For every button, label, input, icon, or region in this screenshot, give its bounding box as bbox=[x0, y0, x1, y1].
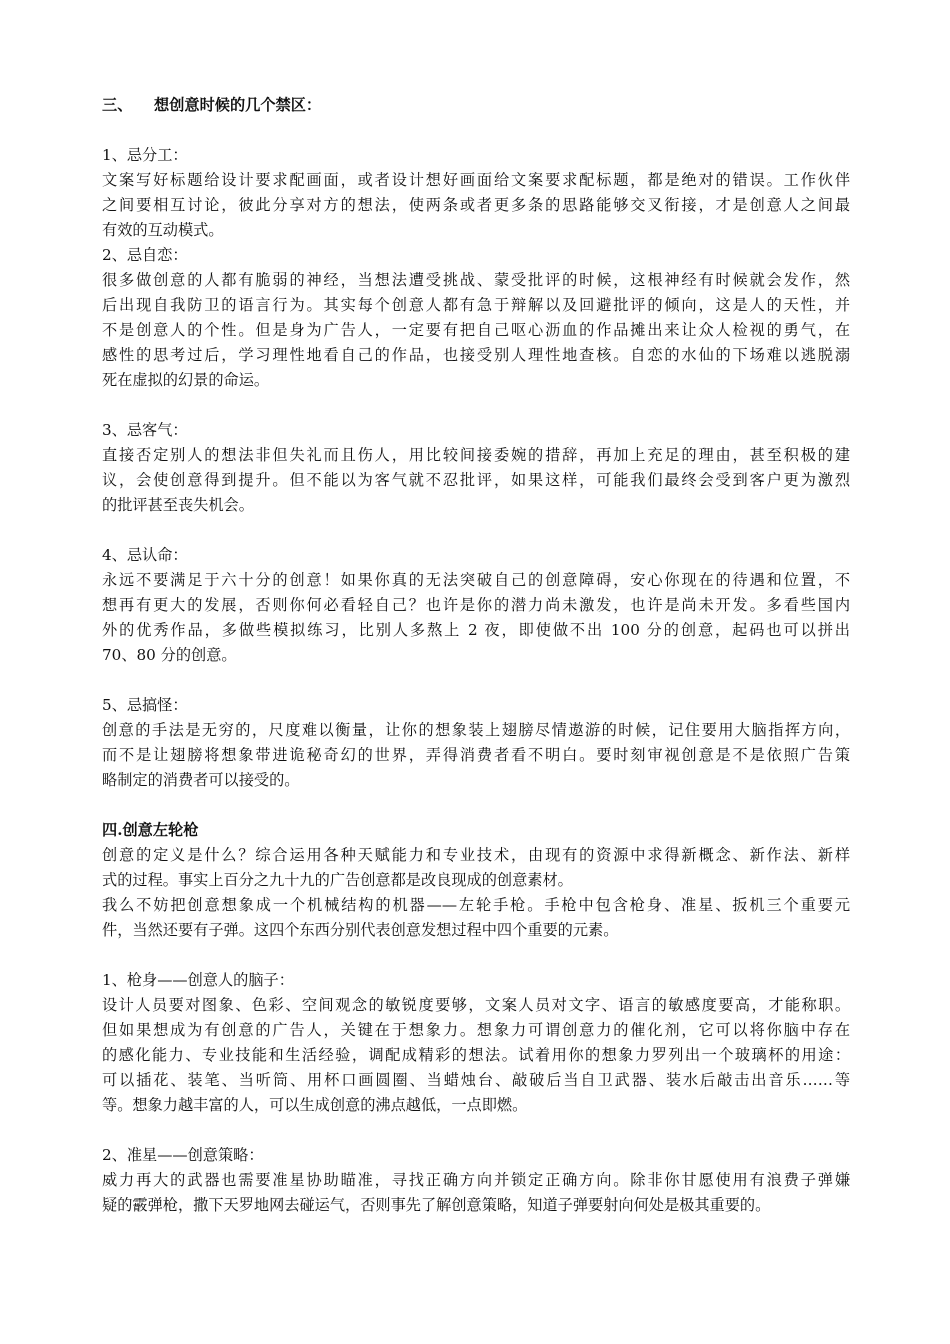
paragraph-line: 感性的思考过后，学习理性地看自己的作品，也接受别人理性地查核。自恋的水仙的下场难以逃脱溺 bbox=[102, 346, 850, 364]
paragraph-line: 等。想象力越丰富的人，可以生成创意的沸点越低，一点即燃。 bbox=[102, 1096, 528, 1114]
rule-2-heading: 2、忌自恋： bbox=[102, 246, 188, 264]
paragraph-line: 永远不要满足于六十分的创意！如果你真的无法突破自己的创意障碍，安心你现在的待遇和位置，不 bbox=[102, 571, 850, 589]
section4-heading: 四.创意左轮枪 bbox=[102, 821, 199, 839]
paragraph-line: 不是创意人的个性。但是身为广告人，一定要有把自己呕心沥血的作品摊出来让众人检视的勇气，在 bbox=[102, 321, 850, 339]
paragraph-line: 我么不妨把创意想象成一个机械结构的机器——左轮手枪。手枪中包含枪身、准星、扳机三个重要元 bbox=[102, 896, 850, 914]
paragraph-line: 威力再大的武器也需要准星协助瞄准，寻找正确方向并锁定正确方向。除非你甘愿使用有浪费子弹嫌 bbox=[102, 1171, 850, 1189]
section3-title: 想创意时候的几个禁区： bbox=[154, 96, 322, 114]
section3-number: 三、 bbox=[102, 96, 133, 114]
paragraph-line: 而不是让翅膀将想象带进诡秘奇幻的世界，弄得消费者看不明白。要时刻审视创意是不是依照广告策 bbox=[102, 746, 850, 764]
element-1-heading: 1、枪身——创意人的脑子： bbox=[102, 971, 294, 989]
paragraph-line: 想再有更大的发展，否则你何必看轻自己？也许是你的潜力尚未激发，也许是尚未开发。多看些国内 bbox=[102, 596, 850, 614]
paragraph-line: 70、80 分的创意。 bbox=[102, 646, 237, 664]
paragraph-line: 式的过程。事实上百分之九十九的广告创意都是改良现成的创意素材。 bbox=[102, 871, 573, 889]
paragraph-line: 但如果想成为有创意的广告人，关键在于想象力。想象力可谓创意力的催化剂，它可以将你脑中存在 bbox=[102, 1021, 850, 1039]
rule-1-heading: 1、忌分工： bbox=[102, 146, 188, 164]
document-body bbox=[102, 93, 850, 1218]
paragraph-line: 直接否定别人的想法非但失礼而且伤人，用比较间接委婉的措辞，再加上充足的理由，甚至积极的建 bbox=[102, 446, 850, 464]
paragraph-line: 可以插花、装笔、当听筒、用杯口画圆圈、当蜡烛台、敲破后当自卫武器、装水后敲击出音乐……等 bbox=[102, 1071, 850, 1089]
paragraph-line: 略制定的消费者可以接受的。 bbox=[102, 771, 300, 789]
paragraph-line: 外的优秀作品，多做些模拟练习，比别人多熬上 2 夜，即使做不出 100 分的创意，起码也可以拼出 bbox=[102, 621, 850, 639]
paragraph-line: 议，会使创意得到提升。但不能以为客气就不忍批评，如果这样，可能我们最终会受到客户更为激烈 bbox=[102, 471, 850, 489]
paragraph-line: 的感化能力、专业技能和生活经验，调配成精彩的想法。试着用你的想象力罗列出一个玻璃杯的用途： bbox=[102, 1046, 850, 1064]
rule-3-heading: 3、忌客气： bbox=[102, 421, 188, 439]
paragraph-line: 之间要相互讨论，彼此分享对方的想法，使两条或者更多条的思路能够交叉衔接，才是创意人之间最 bbox=[102, 196, 850, 214]
paragraph-line: 后出现自我防卫的语言行为。其实每个创意人都有急于辩解以及回避批评的倾向，这是人的天性，并 bbox=[102, 296, 850, 314]
section3-heading bbox=[102, 93, 850, 118]
paragraph-line: 设计人员要对图象、色彩、空间观念的敏锐度要够，文案人员对文字、语言的敏感度要高，才能称职。 bbox=[102, 996, 850, 1014]
paragraph-line: 件，当然还要有子弹。这四个东西分别代表创意发想过程中四个重要的元素。 bbox=[102, 921, 619, 939]
paragraph-line: 创意的手法是无穷的，尺度难以衡量，让你的想象装上翅膀尽情遨游的时候，记住要用大脑指挥方向， bbox=[102, 721, 850, 739]
rule-4-heading: 4、忌认命： bbox=[102, 546, 188, 564]
paragraph-line: 有效的互动模式。 bbox=[102, 221, 224, 239]
paragraph-line: 创意的定义是什么？综合运用各种天赋能力和专业技术，由现有的资源中求得新概念、新作法、新样 bbox=[102, 846, 850, 864]
rule-5-heading: 5、忌搞怪： bbox=[102, 696, 188, 714]
paragraph-line: 疑的霰弹枪，撒下天罗地网去碰运气，否则事先了解创意策略，知道子弹要射向何处是极其重要的。 bbox=[102, 1196, 771, 1214]
paragraph-line: 的批评甚至丧失机会。 bbox=[102, 496, 254, 514]
element-2-heading: 2、准星——创意策略： bbox=[102, 1146, 264, 1164]
paragraph-line: 文案写好标题给设计要求配画面，或者设计想好画面给文案要求配标题，都是绝对的错误。工作伙伴 bbox=[102, 171, 850, 189]
paragraph-line: 很多做创意的人都有脆弱的神经，当想法遭受挑战、蒙受批评的时候，这根神经有时候就会发作，然 bbox=[102, 271, 850, 289]
paragraph-line: 死在虚拟的幻景的命运。 bbox=[102, 371, 270, 389]
